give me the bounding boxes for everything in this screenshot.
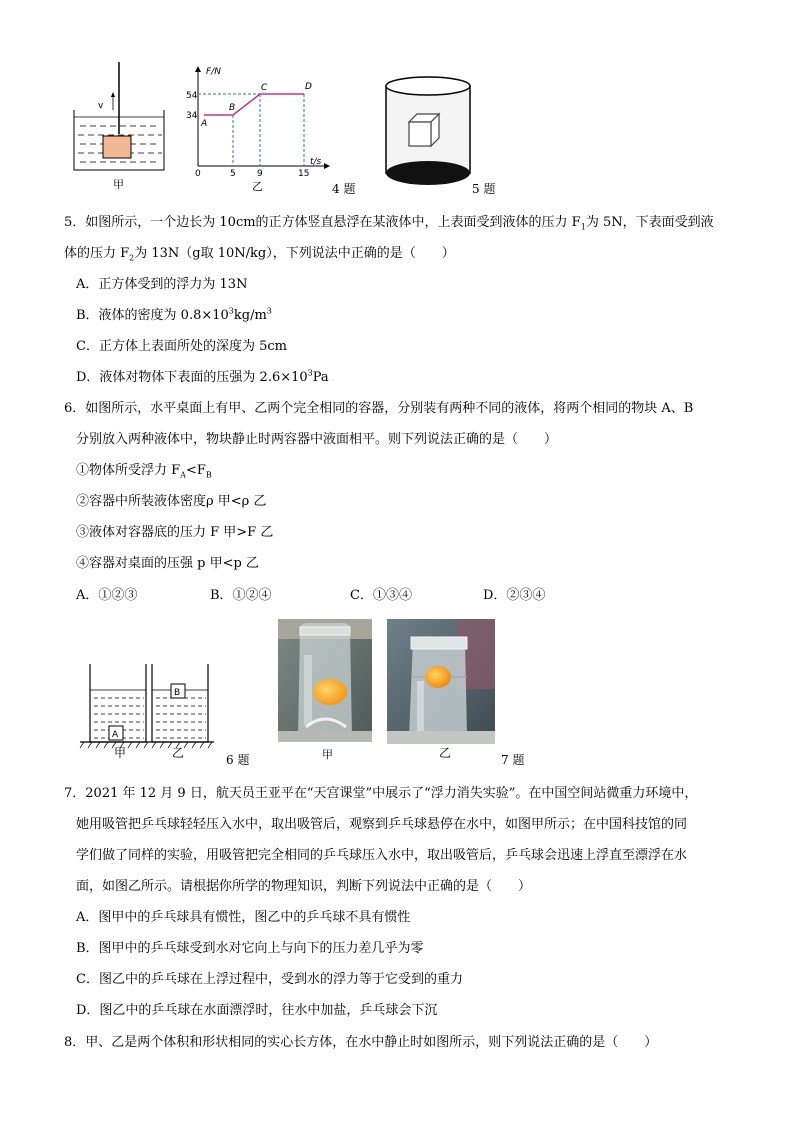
q6-statement-2: ②容器中所装液体密度ρ 甲<ρ 乙	[76, 494, 267, 509]
q7-stem-line-4: 面，如图乙所示。请根据你所学的物理知识，判断下列说法中正确的是（ ）	[76, 879, 532, 894]
q6-option-b: B．①②④	[210, 588, 272, 603]
q8-stem-line-1: 8．甲、乙是两个体积和形状相同的实心长方体，在水中静止时如图所示，则下列说法正确的是（ ）	[64, 1035, 658, 1050]
svg-text:F/N: F/N	[206, 67, 221, 77]
q5-option-b: B．液体的密度为 $0.8\times 10^3kg/m^3$	[76, 306, 272, 323]
q7-stem-line-1: 7．2021 年 12 月 9 日，航天员王亚平在“天宫课堂”中展示了“浮力消失实验”。在中国空间站微重力环境中，	[64, 786, 698, 801]
svg-text:C: C	[261, 83, 268, 93]
q7-option-c: C．图乙中的乒乓球在上浮过程中，受到水的浮力等于它受到的重力	[76, 972, 463, 987]
caption-question-7: 7 题	[501, 753, 525, 767]
q5-stem-line-1: 5．如图所示，一个边长为 10cm的正方体竖直悬浮在某液体中，上表面受到液体的压力 $F_1$为 5N，下表面受到液	[64, 215, 714, 232]
figure-yi-force-time-graph	[186, 58, 336, 176]
figure-two-containers	[78, 660, 218, 750]
q6-statement-1: ①物体所受浮力 $F_A<F_B$	[76, 463, 212, 480]
caption-jia: 甲	[113, 178, 124, 191]
svg-text:A: A	[201, 119, 208, 129]
caption-container-jia: 甲	[114, 746, 127, 760]
q6-option-a: A．①②③	[76, 588, 138, 603]
svg-text:B: B	[174, 688, 181, 698]
caption-question-5: 5 题	[472, 182, 496, 196]
caption-photo-yi: 乙	[439, 746, 452, 760]
svg-text:B: B	[229, 103, 236, 113]
svg-text:34: 34	[186, 111, 198, 121]
q7-option-d: D．图乙中的乒乓球在水面漂浮时，往水中加盐，乒乓球会下沉	[76, 1003, 438, 1018]
caption-question-6: 6 题	[226, 753, 250, 767]
svg-text:5: 5	[230, 169, 236, 176]
svg-text:v: v	[98, 101, 104, 111]
svg-text:15: 15	[298, 169, 310, 176]
q6-statement-4: ④容器对桌面的压强 p 甲<p 乙	[76, 556, 259, 571]
q5-option-d: D．液体对物体下表面的压强为 $2.6\times 10^3Pa$	[76, 368, 329, 385]
photo-yi-ball-floating	[387, 619, 495, 744]
caption-question-4: 4 题	[332, 182, 356, 196]
svg-text:D: D	[305, 82, 312, 92]
svg-text:0: 0	[195, 169, 201, 176]
q5-stem-line-2: 体的压力 $F_2$为 13N（g取 10N/kg），下列说法中正确的是（ ）	[64, 246, 455, 263]
caption-yi: 乙	[252, 180, 263, 193]
svg-text:t/s: t/s	[310, 157, 322, 167]
q6-option-c: C．①③④	[350, 588, 412, 603]
q7-option-a: A．图甲中的乒乓球具有惯性，图乙中的乒乓球不具有惯性	[76, 910, 411, 925]
q7-stem-line-2: 她用吸管把乒乓球轻轻压入水中，取出吸管后，观察到乒乓球悬停在水中，如图甲所示；在中国科技馆的同	[76, 817, 688, 832]
caption-photo-jia: 甲	[322, 748, 333, 761]
svg-text:A: A	[112, 730, 119, 740]
q6-stem-line-2: 分别放入两种液体中，物块静止时两容器中液面相平。则下列说法正确的是（ ）	[76, 432, 558, 447]
svg-text:54: 54	[186, 91, 198, 101]
q5-option-c: C．正方体上表面所处的深度为 5cm	[76, 339, 287, 354]
q6-option-d: D．②③④	[483, 588, 546, 603]
figure-cube-in-cylinder	[382, 74, 474, 188]
q7-stem-line-3: 学们做了同样的实验，用吸管把完全相同的乒乓球压入水中，取出吸管后，乒乓球会迅速上浮直至漂浮在水	[76, 848, 688, 863]
q5-option-a: A．正方体受到的浮力为 13N	[76, 277, 248, 292]
photo-jia-ball-in-jar	[278, 619, 372, 742]
q6-stem-line-1: 6．如图所示，水平桌面上有甲、乙两个完全相同的容器，分别装有两种不同的液体，将两个相同的物块 A、B	[64, 401, 694, 416]
q6-statement-3: ③液体对容器底的压力 F 甲>F 乙	[76, 525, 274, 540]
q7-option-b: B．图甲中的乒乓球受到水对它向上与向下的压力差几乎为零	[76, 941, 424, 956]
caption-container-yi: 乙	[172, 746, 185, 760]
figure-jia-block-in-water	[70, 62, 170, 172]
svg-text:9: 9	[257, 169, 263, 176]
